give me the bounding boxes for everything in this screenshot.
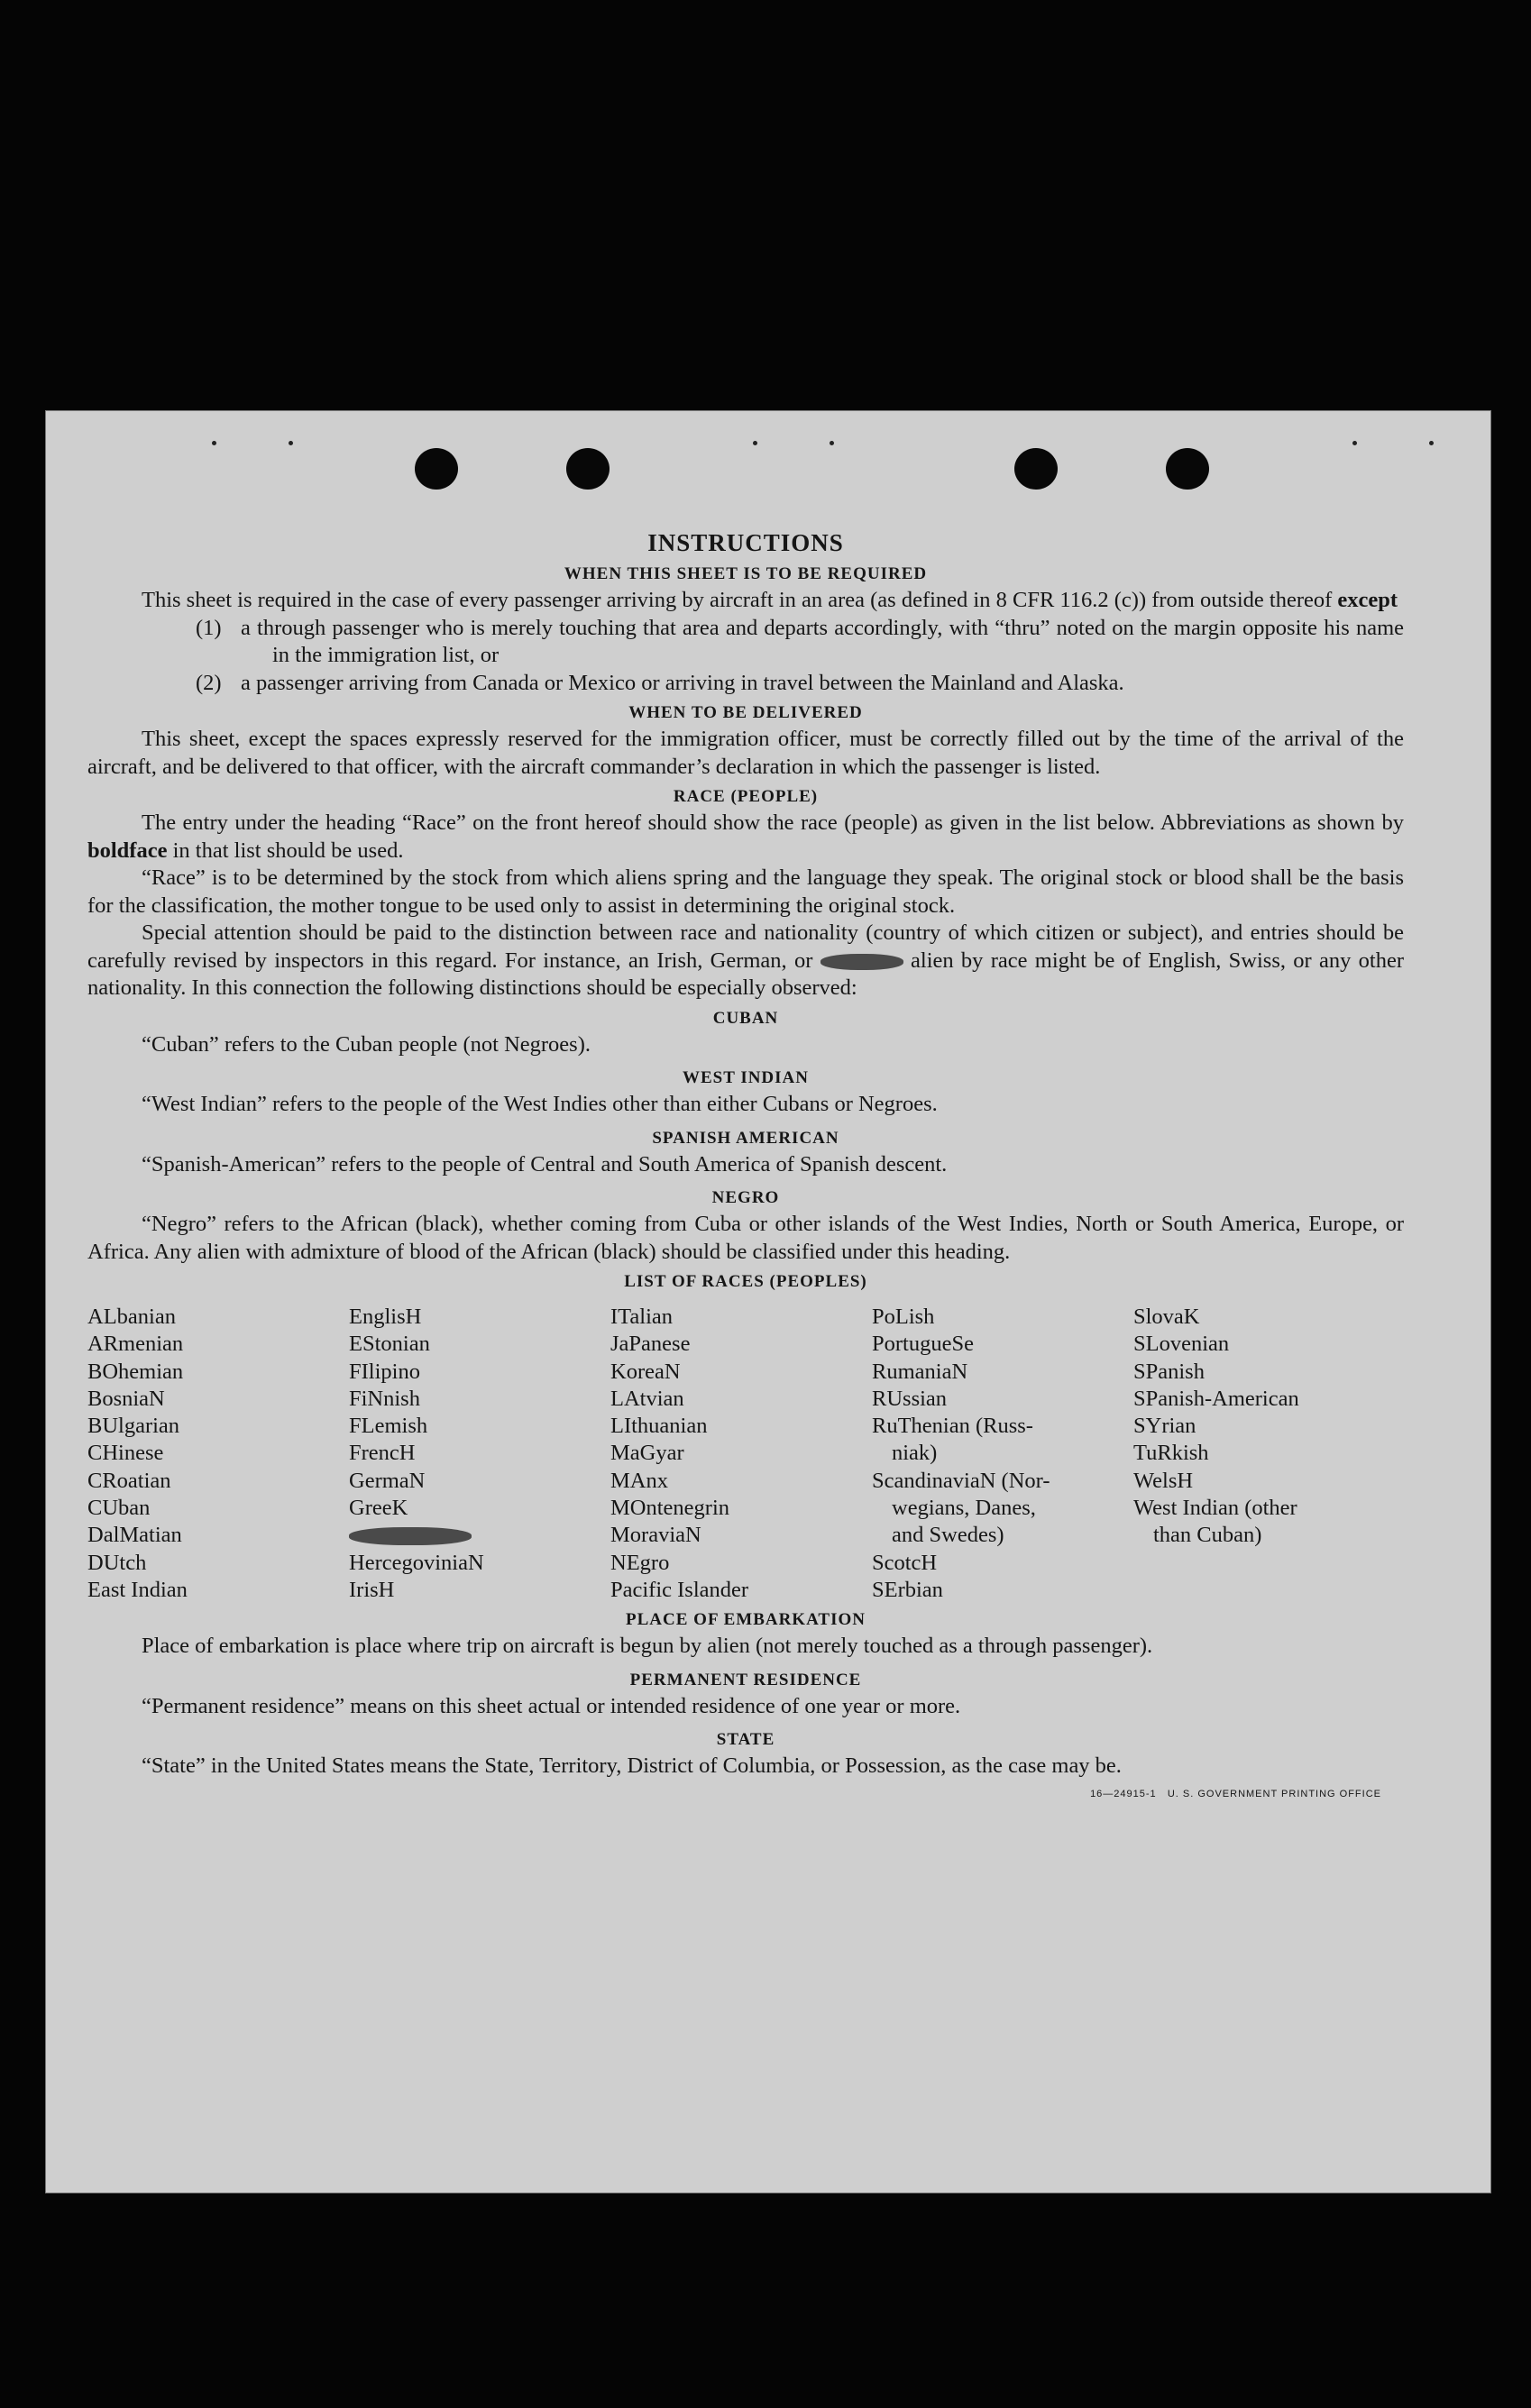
race-entry: KoreaN xyxy=(610,1359,681,1384)
race-entry: RumaniaN xyxy=(872,1359,968,1384)
paragraph-race-1 xyxy=(87,810,1404,865)
race-entry: NEgro xyxy=(610,1550,670,1575)
speck xyxy=(1352,441,1357,445)
punch-hole xyxy=(415,448,458,490)
race-entry: IrisH xyxy=(349,1577,395,1602)
instruction-sheet xyxy=(45,410,1491,2193)
paragraph-west-indian: “West Indian” refers to the people of the West Indies other than either Cubans or Negroes. xyxy=(142,1092,938,1116)
bold-text: boldface xyxy=(87,838,168,863)
race-entry: PortugueSe xyxy=(872,1332,974,1357)
footer xyxy=(87,1781,1404,1808)
race-entry-continued: than Cuban) xyxy=(1153,1523,1262,1548)
list-item xyxy=(87,670,1404,698)
race-list xyxy=(87,1304,1404,1604)
race-entry: MoraviaN xyxy=(610,1523,701,1548)
item-text: a passenger arriving from Canada or Mexico or arriving in travel between the Mainland and Alaska. xyxy=(241,670,1124,695)
race-entry: RuThenian (Russ- xyxy=(872,1414,1033,1439)
race-entry: SErbian xyxy=(872,1577,943,1602)
race-entry: SPanish-American xyxy=(1133,1386,1299,1411)
text: in that list should be used. xyxy=(172,838,404,863)
text: The entry under the heading “Race” on the front hereof should show the race (people) as given in the list below. Abbreviations as shown by xyxy=(142,810,1404,835)
race-entry: ScotcH xyxy=(872,1550,938,1575)
race-entry: GermaN xyxy=(349,1468,426,1493)
race-entry: PoLish xyxy=(872,1305,935,1329)
redaction-smudge xyxy=(821,954,903,970)
race-entry: GreeK xyxy=(349,1496,408,1521)
race-entry: CHinese xyxy=(87,1441,164,1466)
race-column-1 xyxy=(87,1304,349,1604)
heading-negro: NEGRO xyxy=(711,1188,780,1207)
heading-permanent-residence: PERMANENT RESIDENCE xyxy=(629,1670,862,1689)
race-column-3 xyxy=(610,1304,872,1604)
redaction-smudge xyxy=(349,1527,472,1545)
race-entry: BOhemian xyxy=(87,1359,184,1384)
race-entry: LIthuanian xyxy=(610,1414,708,1439)
punch-hole xyxy=(1166,448,1209,490)
form-number: 16—24915-1 xyxy=(1090,1788,1157,1799)
text: alien by race might be of English, Swiss, or any other nationality. In this connection the following distinctions should be especially observed: xyxy=(87,948,1405,1000)
bold-text: except xyxy=(1337,588,1398,612)
race-entry: SLovenian xyxy=(1133,1332,1230,1357)
race-entry: MaGyar xyxy=(610,1441,684,1466)
heading-embarkation: PLACE OF EMBARKATION xyxy=(626,1610,866,1630)
race-entry: ARmenian xyxy=(87,1332,184,1357)
paragraph-permanent-residence: “Permanent residence” means on this sheet actual or intended residence of one year or more. xyxy=(142,1693,961,1718)
race-entry: MOntenegrin xyxy=(610,1496,729,1521)
race-entry: DUtch xyxy=(87,1550,147,1575)
speck xyxy=(212,441,216,445)
race-entry: EStonian xyxy=(349,1332,430,1357)
paragraph-when-delivered: This sheet, except the spaces expressly reserved for the immigration officer, must be correctly filled out by the time of the arrival of the aircraft, and be delivered to that officer, with the aircraft commander’s declaration in which the passenger is listed. xyxy=(87,727,1404,779)
text: Special attention should be paid to the distinction between race and nationality (country of which citizen or subject), and entries should be carefully revised by inspectors in this regard. For instance, an Irish, German, or xyxy=(87,920,1404,973)
heading-when-delivered: WHEN TO BE DELIVERED xyxy=(628,703,863,722)
race-entry: SPanish xyxy=(1133,1359,1205,1384)
page-title: INSTRUCTIONS xyxy=(647,529,844,556)
printer-imprint xyxy=(1090,1781,1381,1808)
race-column-2 xyxy=(349,1304,610,1604)
race-entry: JaPanese xyxy=(610,1332,691,1357)
heading-race: RACE (PEOPLE) xyxy=(673,787,819,806)
race-entry: FIlipino xyxy=(349,1359,420,1384)
race-column-4 xyxy=(872,1304,1133,1604)
heading-cuban: CUBAN xyxy=(712,1008,779,1028)
race-entry: CRoatian xyxy=(87,1468,171,1493)
race-entry: Pacific Islander xyxy=(610,1577,749,1602)
speck xyxy=(753,441,757,445)
race-entry: WelsH xyxy=(1133,1468,1194,1493)
paragraph-race-3 xyxy=(87,920,1404,1003)
item-number: (2) xyxy=(196,670,222,695)
paragraph-negro: “Negro” refers to the African (black), whether coming from Cuba or other islands of the West Indies, North or South America, Europe, or Africa. Any alien with admixture of blood of the African (black) should be classified under this heading. xyxy=(87,1212,1404,1264)
heading-list-of-races: LIST OF RACES (PEOPLES) xyxy=(624,1272,867,1291)
speck xyxy=(1429,441,1434,445)
race-entry: East Indian xyxy=(87,1577,188,1602)
race-entry: RUssian xyxy=(872,1386,948,1411)
paragraph-when-required xyxy=(87,587,1404,615)
punch-hole xyxy=(1014,448,1058,490)
race-entry: MAnx xyxy=(610,1468,668,1493)
race-entry: CUban xyxy=(87,1496,151,1521)
race-entry: BosniaN xyxy=(87,1386,165,1411)
race-entry: ALbanian xyxy=(87,1305,176,1329)
paragraph-race-2: “Race” is to be determined by the stock from which aliens spring and the language they speak. The original stock or blood shall be the basis for the classification, the mother tongue to be used only to assist in determining the original stock. xyxy=(87,865,1404,918)
item-number: (1) xyxy=(196,615,222,640)
race-entry: SlovaK xyxy=(1133,1305,1200,1329)
heading-spanish-american: SPANISH AMERICAN xyxy=(652,1128,839,1148)
race-entry: DalMatian xyxy=(87,1523,182,1548)
speck xyxy=(289,441,293,445)
punch-hole xyxy=(566,448,610,490)
race-entry: HercegoviniaN xyxy=(349,1550,484,1575)
printer-name: U. S. GOVERNMENT PRINTING OFFICE xyxy=(1167,1788,1381,1799)
race-entry: ScandinaviaN (Nor- xyxy=(872,1468,1050,1493)
race-entry: FrencH xyxy=(349,1441,416,1466)
document-body xyxy=(87,522,1404,1808)
paragraph-embarkation: Place of embarkation is place where trip on aircraft is begun by alien (not merely touched as a through passenger). xyxy=(142,1634,1153,1659)
heading-state: STATE xyxy=(716,1730,775,1750)
speck xyxy=(830,441,834,445)
race-entry: SYrian xyxy=(1133,1414,1196,1439)
race-entry: BUlgarian xyxy=(87,1414,180,1439)
paragraph-state: “State” in the United States means the State, Territory, District of Columbia, or Possession, as the case may be. xyxy=(142,1753,1122,1779)
race-entry: TuRkish xyxy=(1133,1441,1209,1466)
race-entry-continued: and Swedes) xyxy=(892,1523,1004,1548)
paragraph-cuban: “Cuban” refers to the Cuban people (not Negroes). xyxy=(142,1031,591,1057)
heading-west-indian: WEST INDIAN xyxy=(683,1068,809,1087)
race-entry: LAtvian xyxy=(610,1386,684,1411)
race-entry: West Indian (other xyxy=(1133,1496,1297,1521)
redacted-entry xyxy=(349,1522,610,1549)
race-entry-continued: wegians, Danes, xyxy=(892,1496,1036,1521)
heading-when-required: WHEN THIS SHEET IS TO BE REQUIRED xyxy=(564,564,928,583)
item-text: a through passenger who is merely touching that area and departs accordingly, with “thru” noted on the margin opposite his name in the immigration list, or xyxy=(241,615,1404,667)
race-column-5 xyxy=(1133,1304,1395,1604)
list-item xyxy=(87,615,1404,670)
paragraph-spanish-american: “Spanish-American” refers to the people of Central and South America of Spanish descent. xyxy=(142,1151,948,1177)
race-entry-continued: niak) xyxy=(892,1441,938,1466)
race-entry: FiNnish xyxy=(349,1386,420,1411)
text: This sheet is required in the case of every passenger arriving by aircraft in an area (as defined in 8 CFR 116.2 (c)) from outside thereof xyxy=(142,588,1333,612)
race-entry: EnglisH xyxy=(349,1305,422,1329)
race-entry: FLemish xyxy=(349,1414,428,1439)
race-entry: ITalian xyxy=(610,1305,674,1329)
